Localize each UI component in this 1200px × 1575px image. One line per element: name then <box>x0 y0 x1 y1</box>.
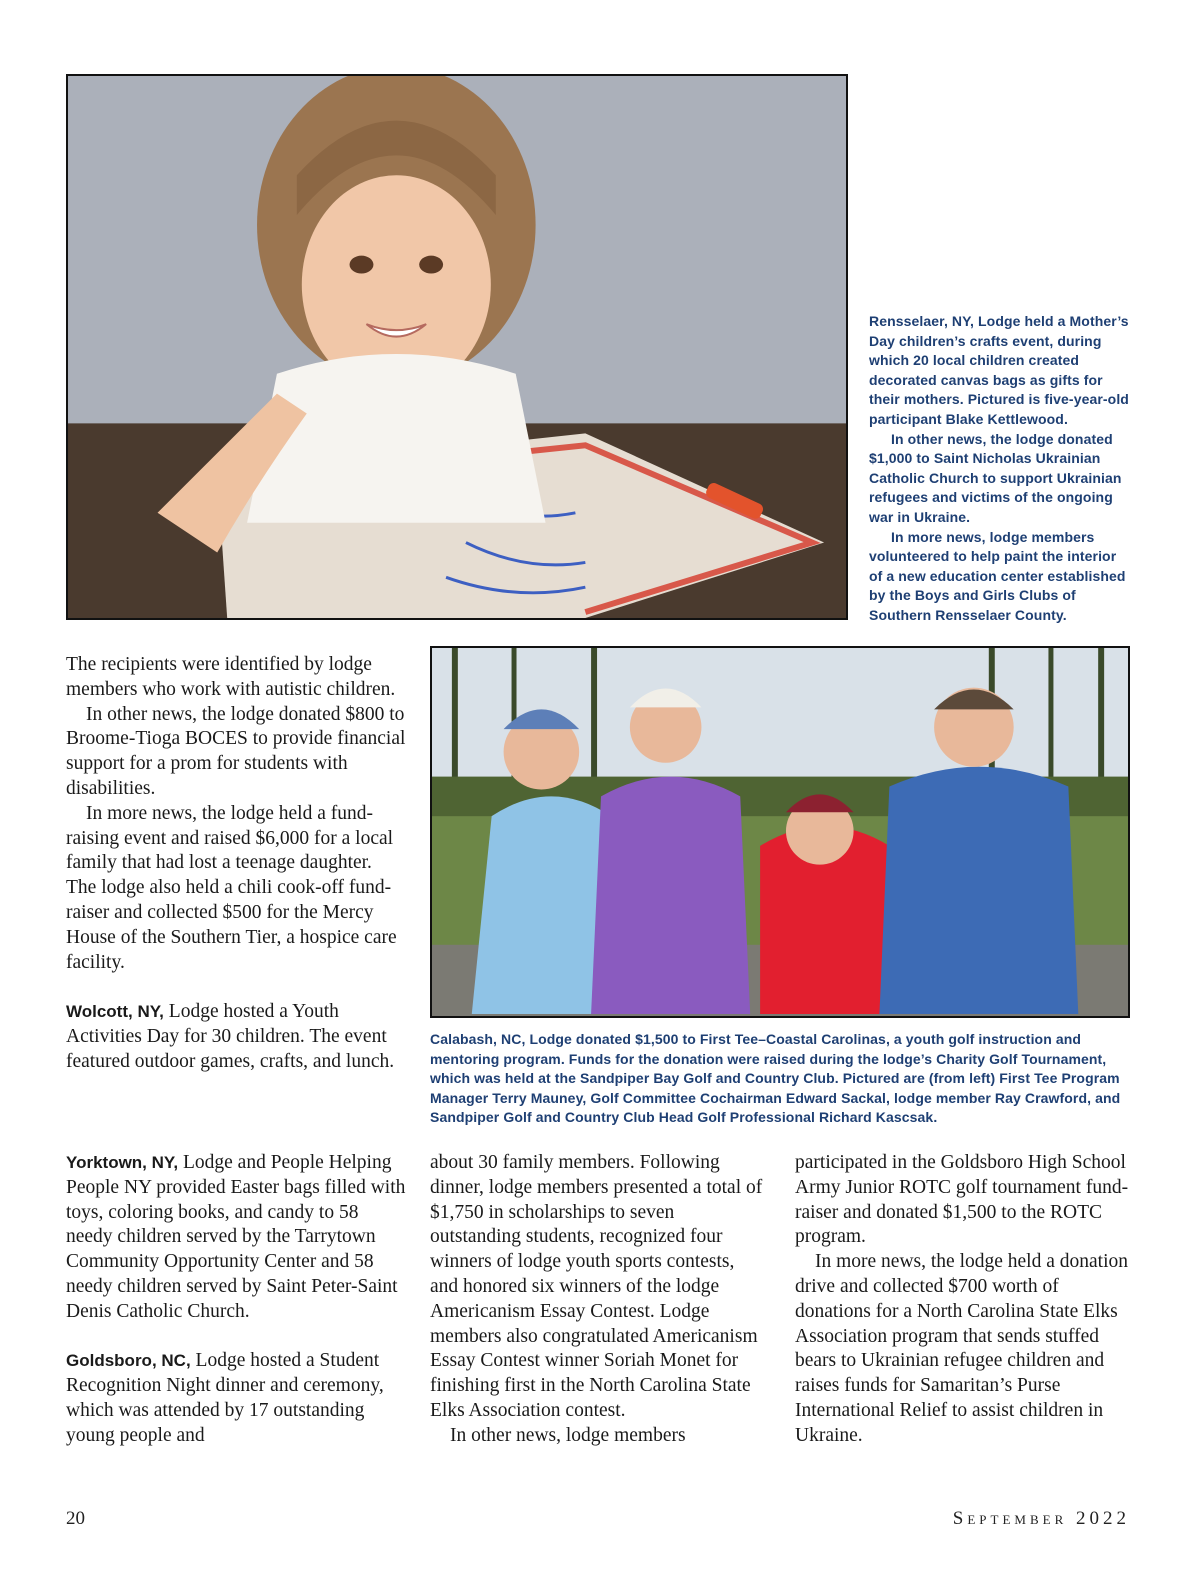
article-column-middle <box>430 1151 764 1449</box>
caption-place: Calabash, NC, <box>430 1031 526 1047</box>
caption-rensselaer <box>869 312 1131 626</box>
caption-calabash <box>430 1030 1134 1128</box>
item-text: Lodge and People Helping People NY provided Easter bags filled with toys, coloring books, and candy to 58 needy children served by the Tarrytown Community Opportunity Center and 58 needy children served by Saint Peter-Saint Denis Catholic Church. <box>66 1152 406 1322</box>
caption-text: Lodge held a Mother’s Day children’s crafts event, during which 20 local children created decorated canvas bags as gifts for their mothers. Pictured is five-year-old participant Blake Kettlewood. <box>869 313 1129 427</box>
article-column-top-left <box>66 653 406 1075</box>
caption-text: Lodge donated $1,500 to First Tee–Coastal Carolinas, a youth golf instruction and mentoring program. Funds for the donation were raised during the lodge’s Charity Golf Tournament, which was held at the Sandpiper Bay Golf and Country Club. Pictured are (from left) First Tee Program Manager Terry Mauney, Golf Committee Cochairman Edward Sackal, lodge member Ray Crawford, and Sandpiper Golf and Country Club Head Golf Professional Richard Kascsak. <box>430 1031 1121 1126</box>
item-heading: Wolcott, NY, <box>66 1002 164 1022</box>
body-paragraph: The recipients were identified by lodge members who work with autistic children. <box>66 654 396 700</box>
body-paragraph: In other news, lodge members <box>450 1424 686 1446</box>
issue-date: September 2022 <box>952 1508 1130 1529</box>
body-paragraph: participated in the Goldsboro High School Army Junior ROTC golf tournament fund-raiser and donated $1,500 to the ROTC program. <box>795 1152 1129 1248</box>
article-column-left <box>66 1151 406 1449</box>
item-heading: Goldsboro, NC, <box>66 1351 191 1371</box>
item-text: Lodge hosted a Youth Activities Day for 30 children. The event featured outdoor games, crafts, and lunch. <box>66 1001 395 1072</box>
body-paragraph: In more news, the lodge held a donation drive and collected $700 worth of donations for a North Carolina State Elks Association program that sends stuffed bears to Ukrainian refugee children and raises funds for Samaritan’s Purse International Relief to assist children in Ukraine. <box>795 1251 1128 1446</box>
body-paragraph: In other news, the lodge donated $800 to Broome-Tioga BOCES to provide financial support for a prom for students with disabilities. <box>66 703 406 799</box>
article-column-right <box>795 1151 1133 1449</box>
body-paragraph: about 30 family members. Following dinner, lodge members presented a total of $1,750 in scholarships to seven outstanding students, recognized four winners of lodge youth sports contests, and honored six winners of the lodge Americanism Essay Contest. Lodge members also congratulated Americanism Essay Contest winner Soriah Monet for finishing first in the North Carolina State Elks Association contest. <box>430 1152 763 1421</box>
photo-golf-group <box>430 646 1130 1018</box>
caption-paragraph: In other news, the lodge donated $1,000 to Saint Nicholas Ukrainian Catholic Church to support Ukrainian refugees and victims of the ongoing war in Ukraine. <box>869 430 1122 525</box>
page-number: 20 <box>66 1508 85 1529</box>
caption-place: Rensselaer, NY, <box>869 313 975 329</box>
photo-girl-crafts <box>66 74 848 620</box>
caption-paragraph: In more news, lodge members volunteered to help paint the interior of a new education center established by the Boys and Girls Clubs of Southern Rensselaer County. <box>869 528 1126 623</box>
item-heading: Yorktown, NY, <box>66 1153 179 1172</box>
body-paragraph: In more news, the lodge held a fund-raising event and raised $6,000 for a local family that had lost a teenage daughter. The lodge also held a chili cook-off fund-raiser and collected $500 for the Mercy House of the Southern Tier, a hospice care facility. <box>66 802 397 973</box>
item-text: Lodge hosted a Student Recognition Night dinner and ceremony, which was attended by 17 outstanding young people and <box>66 1350 384 1446</box>
